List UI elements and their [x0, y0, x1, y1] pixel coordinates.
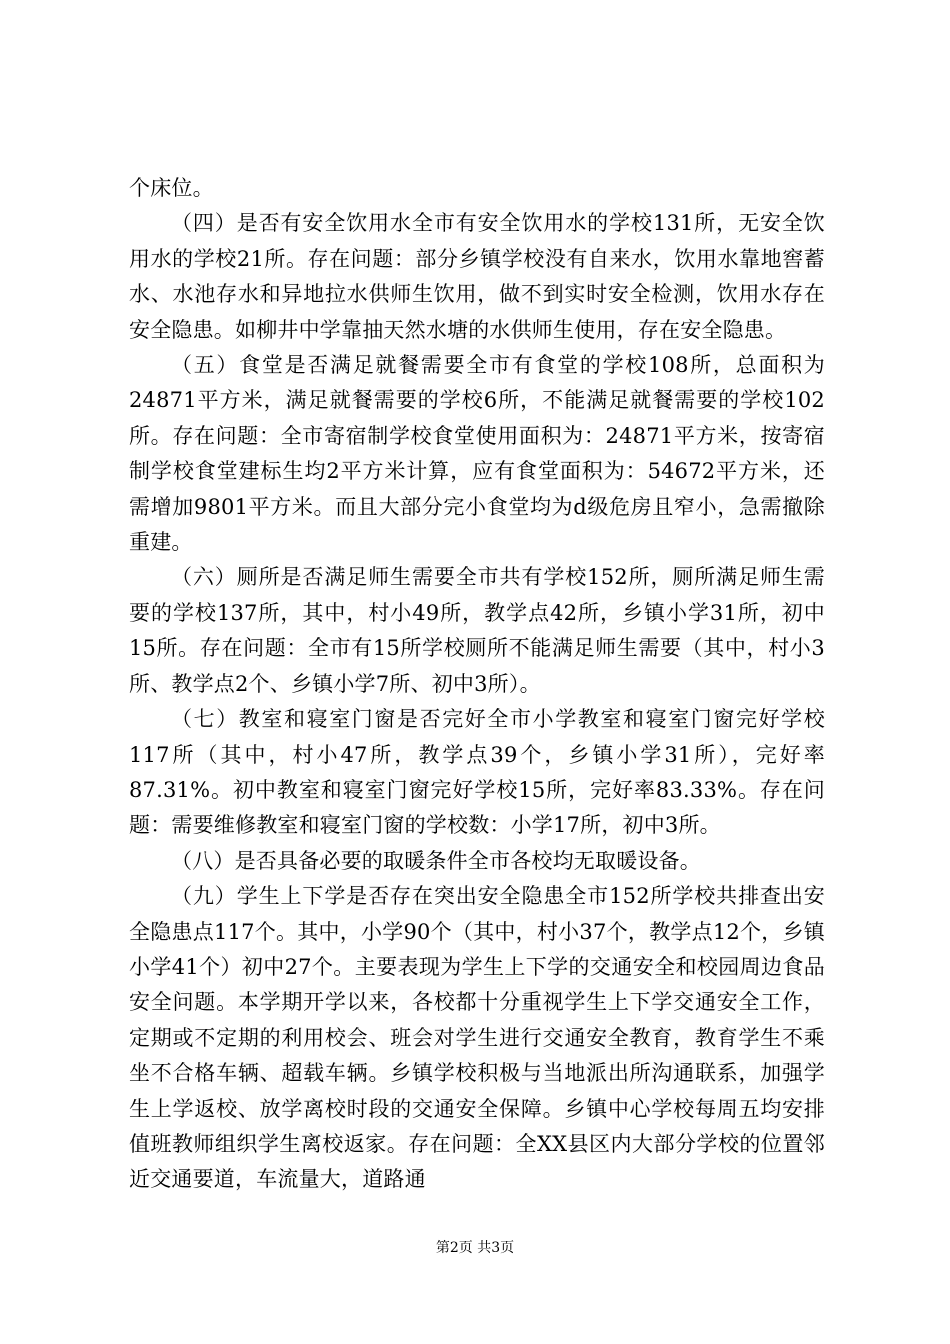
- document-body: [129, 171, 825, 1198]
- paragraph-continuation: 个床位。: [129, 176, 214, 200]
- paragraph-canteen: （五）食堂是否满足就餐需要全市有食堂的学校108所，总面积为24871平方米，满足就餐需要的学校6所，不能满足就餐需要的学校102所。存在问题：全市寄宿制学校食堂使用面积为：24871平方米，按寄宿制学校食堂建标生均2平方米计算，应有食堂面积为：54672平方米，还需增加9801平方米。而且大部分完小食堂均为d级危房且窄小，急需撤除重建。: [129, 353, 825, 555]
- paragraph-heating: （八）是否具备必要的取暖条件全市各校均无取暖设备。: [171, 848, 701, 873]
- paragraph-drinking-water: （四）是否有安全饮用水全市有安全饮用水的学校131所，无安全饮用水的学校21所。存在问题：部分乡镇学校没有自来水，饮用水靠地窖蓄水、水池存水和异地拉水供师生饮用，做不到实时安全检测，饮用水存在安全隐患。如柳井中学靠抽天然水塘的水供师生使用，存在安全隐患。: [129, 211, 825, 342]
- paragraph-commute-safety: （九）学生上下学是否存在突出安全隐患全市152所学校共排查出安全隐患点117个。其中，小学90个（其中，村小37个，教学点12个，乡镇小学41个）初中27个。主要表现为学生上下学的交通安全和校园周边食品安全问题。本学期开学以来，各校都十分重视学生上下学交通安全工作，定期或不定期的利用校会、班会对学生进行交通安全教育，教育学生不乘坐不合格车辆、超载车辆。乡镇学校积极与当地派出所沟通联系，加强学生上学返校、放学离校时段的交通安全保障。乡镇中心学校每周五均安排值班教师组织学生离校返家。存在问题：全XX县区内大部分学校的位置邻近交通要道，车流量大，道路通: [129, 884, 825, 1192]
- paragraph-doors-windows: （七）教室和寝室门窗是否完好全市小学教室和寝室门窗完好学校117所（其中，村小47所，教学点39个，乡镇小学31所），完好率87.31%。初中教室和寝室门窗完好学校15所，完好率83.33%。存在问题：需要维修教室和寝室门窗的学校数：小学17所，初中3所。: [129, 707, 825, 838]
- paragraph-toilets: （六）厕所是否满足师生需要全市共有学校152所，厕所满足师生需要的学校137所，其中，村小49所，教学点42所，乡镇小学31所，初中15所。存在问题：全市有15所学校厕所不能满足师生需要（其中，村小3所、教学点2个、乡镇小学7所、初中3所）。: [129, 565, 825, 696]
- page-footer: 第2页 共3页: [435, 1240, 515, 1256]
